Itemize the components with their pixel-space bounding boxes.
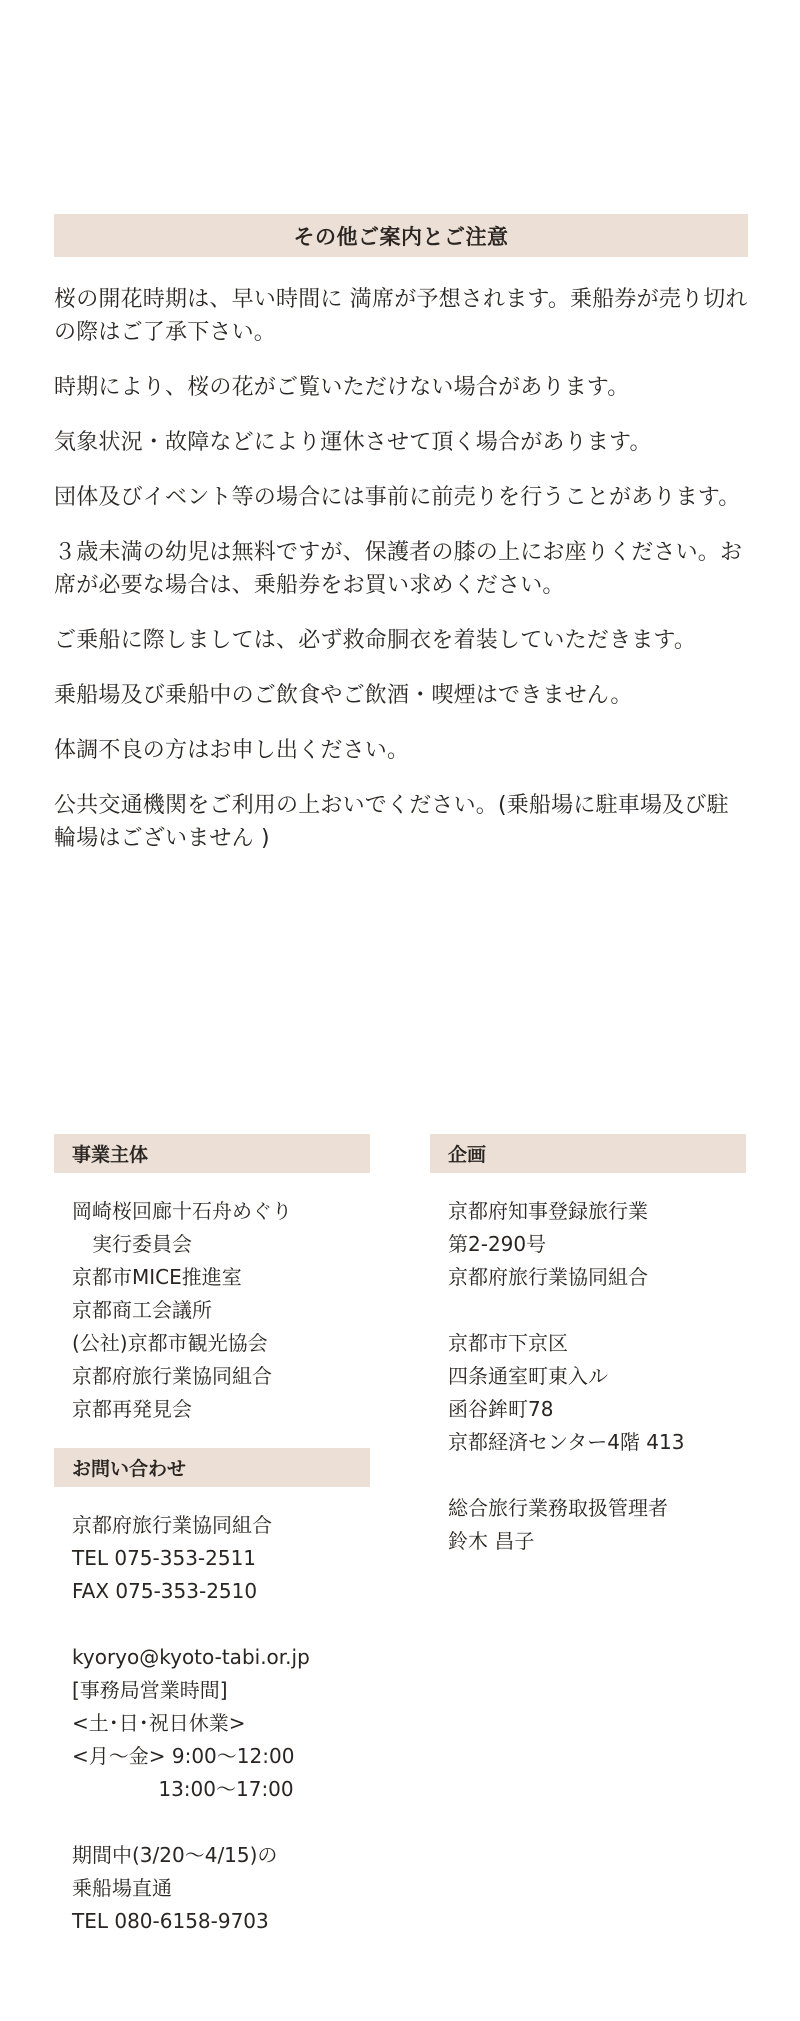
planning-line: 函谷鉾町78 — [448, 1397, 554, 1421]
planning-line: 京都府知事登録旅行業 — [448, 1199, 648, 1223]
notes-item: ご乗船に際しましては、必ず救命胴衣を着装していただきます。 — [54, 628, 697, 653]
contact-fax: FAX 075-353-2510 — [72, 1579, 258, 1603]
organizer-line: 京都商工会議所 — [72, 1298, 212, 1322]
organizer-line: 京都市MICE推進室 — [72, 1265, 242, 1289]
notes-item: 気象状況・故障などにより運休させて頂く場合があります。 — [54, 430, 652, 455]
organizer-line: 京都再発見会 — [72, 1397, 192, 1421]
spacer-line — [448, 1459, 746, 1492]
notes-item: 体調不良の方はお申し出ください。 — [54, 738, 410, 763]
organizers-title: 事業主体 — [54, 1134, 370, 1173]
notes-item: 団体及びイベント等の場合には事前に前売りを行うことがあります。 — [54, 485, 741, 510]
notes-section — [54, 214, 748, 877]
spacer-line — [72, 1806, 370, 1839]
contact-line: 13:00～17:00 — [72, 1777, 294, 1801]
organizer-line: 実行委員会 — [72, 1232, 192, 1256]
right-column — [430, 1134, 746, 1558]
notes-item: 桜の開花時期は、早い時間に 満席が予想されます。乗船券が売り切れの際はご了承下さい。 — [54, 287, 748, 345]
organizers-block — [54, 1134, 370, 1426]
planning-list — [430, 1195, 746, 1558]
contact-list — [54, 1509, 370, 1938]
planning-line: 第2-290号 — [448, 1232, 547, 1256]
contact-line: [事務局営業時間] — [72, 1678, 228, 1702]
notes-item: ３歳未満の幼児は無料ですが、保護者の膝の上にお座りください。お席が必要な場合は、乗船券をお買い求めください。 — [54, 540, 743, 598]
pier-phone[interactable]: TEL 080-6158-9703 — [72, 1909, 269, 1933]
notes-item: 公共交通機関をご利用の上おいでください。(乗船場に駐車場及び駐輪場はございません ) — [54, 793, 729, 851]
planning-block — [430, 1134, 746, 1558]
contact-block — [54, 1448, 370, 1938]
notes-title: その他ご案内とご注意 — [54, 214, 748, 257]
planning-line: 京都経済センター4階 413 — [448, 1430, 685, 1454]
organizer-line: (公社)京都市観光協会 — [72, 1331, 268, 1355]
notes-item: 乗船場及び乗船中のご飲食やご飲酒・喫煙はできません。 — [54, 683, 633, 708]
notes-list — [54, 283, 748, 855]
contact-line: 期間中(3/20～4/15)の — [72, 1843, 278, 1867]
planning-title: 企画 — [430, 1134, 746, 1173]
planning-line: 京都市下京区 — [448, 1331, 568, 1355]
planning-line: 鈴木 昌子 — [448, 1529, 535, 1553]
spacer-line — [448, 1294, 746, 1327]
contact-phone[interactable]: TEL 075-353-2511 — [72, 1546, 257, 1570]
planning-line: 京都府旅行業協同組合 — [448, 1265, 648, 1289]
organizers-list — [54, 1195, 370, 1426]
contact-title: お問い合わせ — [54, 1448, 370, 1487]
contact-email[interactable]: kyoryo@kyoto-tabi.or.jp — [72, 1645, 310, 1669]
notes-item: 時期により、桜の花がご覧いただけない場合があります。 — [54, 375, 630, 400]
contact-line: 京都府旅行業協同組合 — [72, 1513, 272, 1537]
organizer-line: 京都府旅行業協同組合 — [72, 1364, 272, 1388]
contact-line: <土･日･祝日休業> — [72, 1711, 246, 1735]
planning-line: 四条通室町東入ル — [448, 1364, 608, 1388]
organizer-line: 岡崎桜回廊十石舟めぐり — [72, 1199, 292, 1223]
left-column — [54, 1134, 370, 1938]
planning-line: 総合旅行業務取扱管理者 — [448, 1496, 668, 1520]
contact-line: <月～金> 9:00～12:00 — [72, 1744, 295, 1768]
contact-line: 乗船場直通 — [72, 1876, 172, 1900]
spacer-line — [72, 1608, 370, 1641]
